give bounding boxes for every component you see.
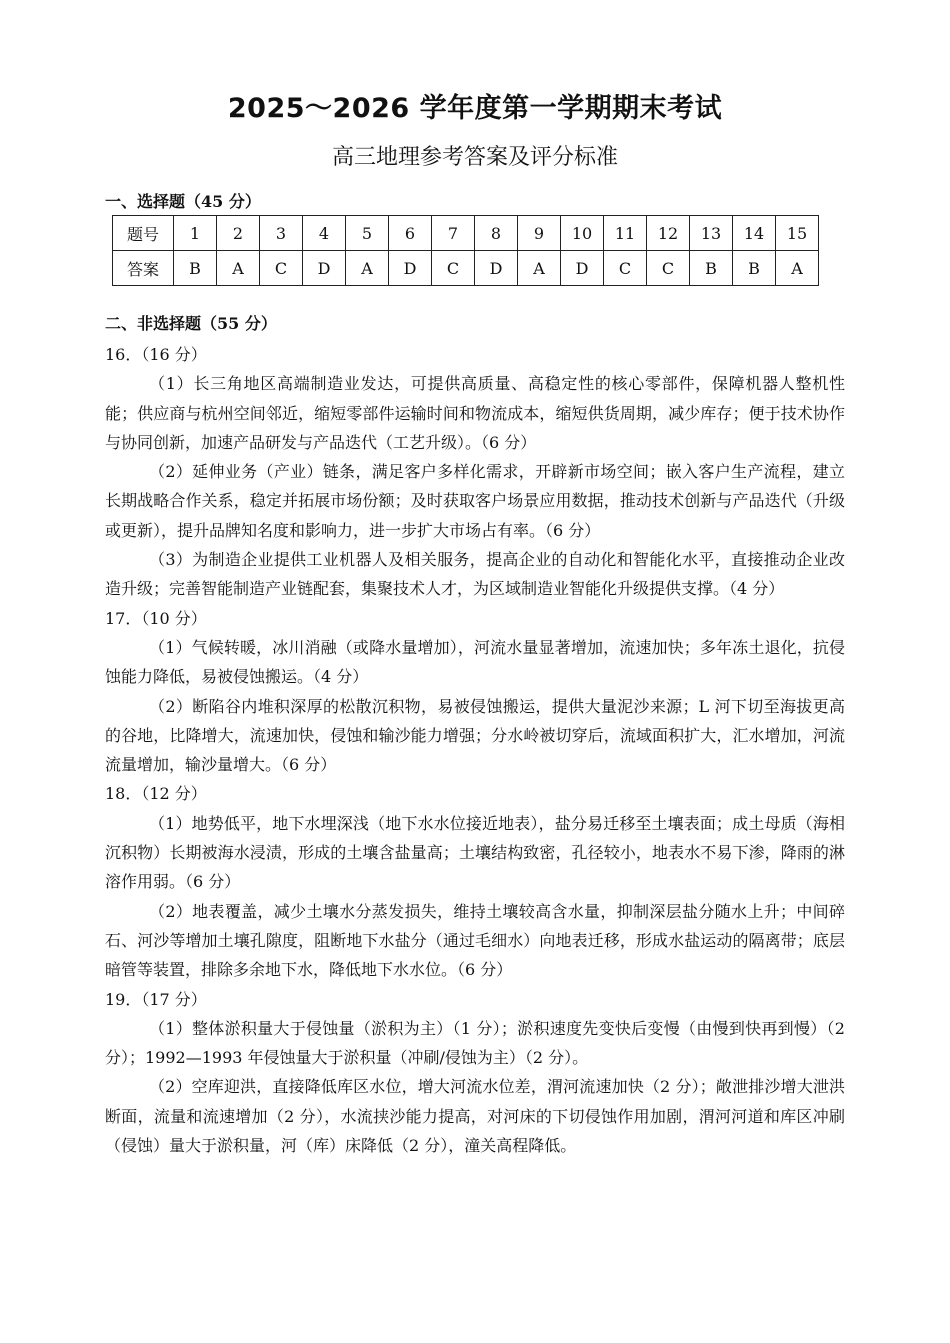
page-subtitle: 高三地理参考答案及评分标准 (331, 145, 618, 170)
answer-table-number-row (113, 216, 819, 251)
question-number-cell: 4 (303, 216, 346, 251)
row-label-number: 题号 (113, 216, 174, 251)
question-number-cell: 12 (647, 216, 690, 251)
question-17-heading: 17．（10 分） (105, 608, 207, 628)
question-16-part-3: （3）为制造企业提供工业机器人及相关服务，提高企业的自动化和智能化水平，直接推动企业改造升级；完善智能制造产业链配套，集聚技术人才，为区域制造业智能化升级提供支撑。（4 分） (105, 550, 845, 599)
question-number-cell: 13 (690, 216, 733, 251)
answer-cell: A (776, 251, 819, 286)
answer-cell: B (174, 251, 217, 286)
question-18-part-2: （2）地表覆盖，减少土壤水分蒸发损失，维持土壤较高含水量，抑制深层盐分随水上升；中间碎石、河沙等增加土壤孔隙度，阻断地下水盐分（通过毛细水）向地表迁移，形成水盐运动的隔离带；底层暗管等装置，排除多余地下水，降低地下水水位。（6 分） (105, 901, 845, 980)
question-number-cell: 9 (518, 216, 561, 251)
question-number-cell: 5 (346, 216, 389, 251)
answer-cell: D (303, 251, 346, 286)
question-number-cell: 3 (260, 216, 303, 251)
section-1-heading: 一、选择题（45 分） (105, 192, 261, 211)
answer-cell: C (604, 251, 647, 286)
answer-cell: B (690, 251, 733, 286)
answer-cell: D (389, 251, 432, 286)
question-18-heading: 18．（12 分） (105, 784, 207, 804)
question-number-cell: 1 (174, 216, 217, 251)
page-title: 2025～2026 学年度第一学期期末考试 (227, 93, 723, 124)
question-16-part-1: （1）长三角地区高端制造业发达，可提供高质量、高稳定性的核心零部件，保障机器人整机性能；供应商与杭州空间邻近，缩短零部件运输时间和物流成本，缩短供货周期，减少库存；便于技术协作与协同创新，加速产品研发与产品迭代（工艺升级）。（6 分） (105, 374, 845, 452)
question-number-cell: 15 (776, 216, 819, 251)
question-19-part-1: （1）整体淤积量大于侵蚀量（淤积为主）（1 分）；淤积速度先变快后变慢（由慢到快再到慢）（2 分）；1992—1993 年侵蚀量大于淤积量（冲刷/侵蚀为主）（2 分）。 (105, 1018, 845, 1068)
question-number-cell: 10 (561, 216, 604, 251)
question-number-cell: 8 (475, 216, 518, 251)
question-number-cell: 6 (389, 216, 432, 251)
answer-cell: A (217, 251, 260, 286)
question-number-cell: 2 (217, 216, 260, 251)
section-2-content (105, 340, 845, 1160)
answer-cell: A (346, 251, 389, 286)
question-18-part-1: （1）地势低平，地下水埋深浅（地下水水位接近地表），盐分易迁移至土壤表面；成土母质（海相沉积物）长期被海水浸渍，形成的土壤含盐量高；土壤结构致密，孔径较小，地表水不易下渗，降雨的淋溶作用弱。（6 分） (105, 813, 845, 892)
question-number-cell: 11 (604, 216, 647, 251)
answer-cell: C (260, 251, 303, 286)
question-16-part-2: （2）延伸业务（产业）链条，满足客户多样化需求，开辟新市场空间；嵌入客户生产流程，建立长期战略合作关系，稳定并拓展市场份额；及时获取客户场景应用数据，推动技术创新与产品迭代（升级或更新），提升品牌知名度和影响力，进一步扩大市场占有率。（6 分） (105, 462, 845, 540)
question-number-cell: 14 (733, 216, 776, 251)
answer-cell: A (518, 251, 561, 286)
row-label-answer: 答案 (113, 251, 174, 286)
question-19-heading: 19．（17 分） (105, 989, 207, 1009)
answer-table (112, 215, 819, 286)
question-17-part-2: （2）断陷谷内堆积深厚的松散沉积物，易被侵蚀搬运，提供大量泥沙来源；L 河下切至海拔更高的谷地，比降增大，流速加快，侵蚀和输沙能力增强；分水岭被切穿后，流域面积扩大，汇水增加，河流流量增加，输沙量增大。（6 分） (105, 696, 845, 775)
question-19-part-2: （2）空库迎洪，直接降低库区水位，增大河流水位差，渭河流速加快（2 分）；敞泄排沙增大泄洪断面，流量和流速增加（2 分），水流挟沙能力提高，对河床的下切侵蚀作用加剧，渭河河道和库区冲刷（侵蚀）量大于淤积量，河（库）床降低（2 分），潼关高程降低。 (105, 1077, 845, 1156)
question-16-heading: 16．（16 分） (105, 345, 207, 364)
question-17-part-1: （1）气候转暖，冰川消融（或降水量增加），河流水量显著增加，流速加快；多年冻土退化，抗侵蚀能力降低，易被侵蚀搬运。（4 分） (105, 637, 845, 687)
answer-cell: C (432, 251, 475, 286)
question-number-cell: 7 (432, 216, 475, 251)
answer-cell: C (647, 251, 690, 286)
answer-cell: B (733, 251, 776, 286)
answer-table-answer-row (113, 251, 819, 286)
answer-cell: D (475, 251, 518, 286)
section-2-heading: 二、非选择题（55 分） (105, 314, 277, 333)
answer-cell: D (561, 251, 604, 286)
